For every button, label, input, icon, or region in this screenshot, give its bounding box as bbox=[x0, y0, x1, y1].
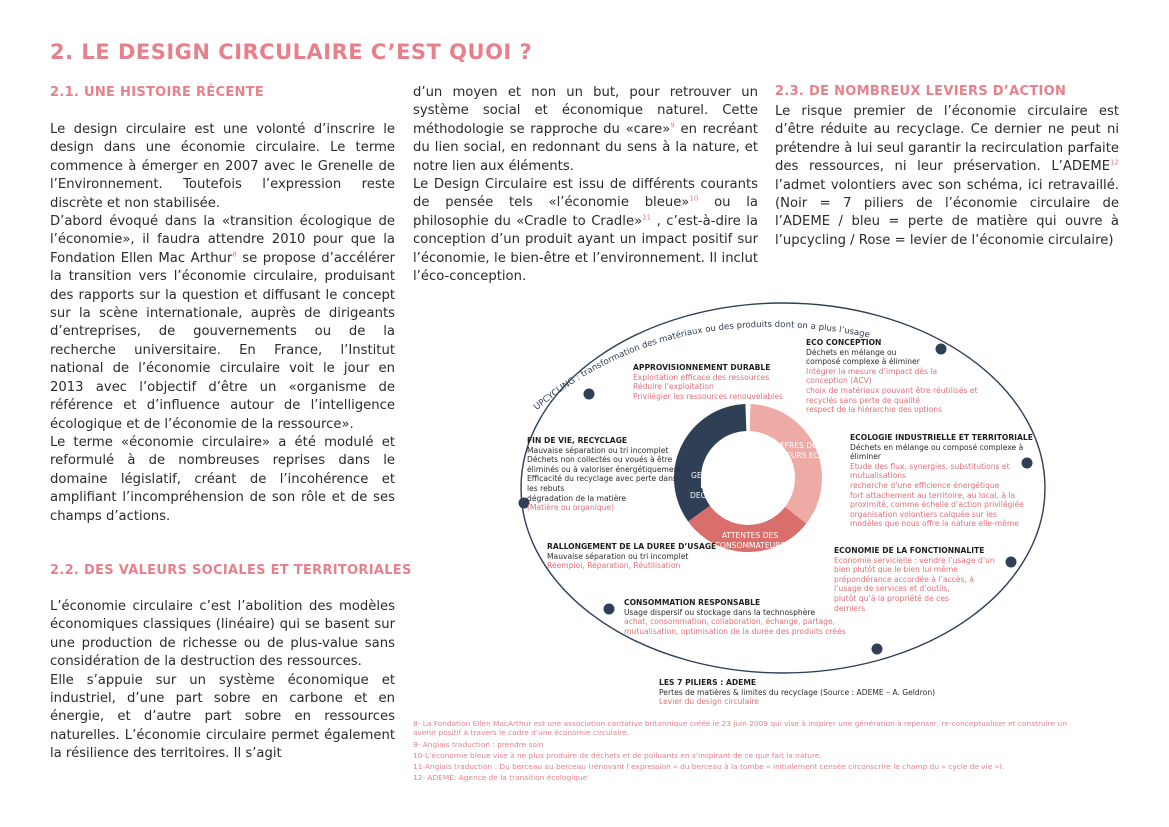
paragraph: Elle s’appuie sur un système économique et industriel, d’une part sobre en carbone et en énergie, et d’autre part sobre en ressources naturelles. L’économie circulaire permet également la résilience des territoires. Il s’agit bbox=[50, 672, 395, 762]
footnote: avenir positif à travers le cadre d’une économie circulaire. bbox=[413, 728, 630, 737]
block-title: ECONOMIE DE LA FONCTIONNALITE bbox=[834, 546, 985, 555]
ring-segment-gestion bbox=[674, 404, 746, 521]
block-line: l’usage de services et d’outils, bbox=[834, 584, 950, 594]
block-line: recherche d’une efficience énergétique bbox=[850, 480, 1000, 490]
block-line: mutualisations bbox=[850, 471, 906, 481]
text: D’abord évoqué dans la «transition écologique de l’économie», il faudra attendre 2010 pour que la Fondation Ellen Mac Arthur bbox=[50, 214, 395, 266]
text: l’admet volontiers avec son schéma, ici retravaillé. (Noir = 7 piliers de l’économie circulaire de l’ADEME / bleu = perte de matière qui ouvre à l’upcycling / Rose = levier de l’économie circulaire) bbox=[775, 177, 1119, 248]
block-line: Pertes de matières & limites du recyclage (Source : ADEME – A. Geldron) bbox=[659, 687, 936, 697]
block-line: Déchets non collectés ou voués à être bbox=[527, 455, 673, 465]
footnote-ref: 8 bbox=[232, 250, 237, 259]
block-line: Réemploi, Réparation, Réutilisation bbox=[547, 561, 681, 571]
block-line: les rebuts bbox=[527, 483, 565, 493]
block-eco-conception bbox=[806, 338, 978, 415]
block-title: RALLONGEMENT DE LA DUREE D’USAGE bbox=[547, 542, 717, 551]
section-title-histoire: 2.1. UNE HISTOIRE RÉCENTE bbox=[50, 85, 265, 100]
ring bbox=[674, 404, 825, 552]
block-fin-de-vie bbox=[527, 436, 681, 513]
upcycling-label: UPCYCLING : transformation des matériaux ou des produits dont on a plus l’usage bbox=[532, 319, 871, 413]
footnote: 9- Anglais traduction : prendre soin bbox=[413, 740, 544, 749]
block-rallongement bbox=[547, 542, 716, 571]
footnote-ref: 11 bbox=[642, 213, 652, 222]
block-line: (Matière ou organique) bbox=[527, 503, 615, 513]
ring-label-attentes: ATTENTES DES CONSOMMATEURS bbox=[714, 531, 786, 550]
block-title: ECO CONCEPTION bbox=[806, 338, 882, 347]
block-line: Levier du design circulaire bbox=[659, 697, 759, 707]
block-line: achat, consommation, collaboration, échange, partage, bbox=[624, 617, 836, 627]
pillar-dot bbox=[1006, 557, 1017, 568]
block-line: mutualisation, optimisation de la durée des produits créés bbox=[624, 626, 846, 636]
block-title: ECOLOGIE INDUSTRIELLE ET TERRITORIALE bbox=[850, 433, 1033, 442]
text: d’un moyen et non un but, pour retrouver un système social et économique naturel. Cette méthodologie se rapproche du «care» bbox=[413, 85, 758, 137]
block-ecologie-industrielle bbox=[850, 433, 1033, 529]
paragraph: Le design circulaire est une volonté d’inscrire le design dans une économie circulaire. Le terme commence à émerger en 2007 avec le Grenelle de l’Environnement. Toutefois l’expression reste discrète et non stabilisée. bbox=[50, 122, 395, 211]
block-line: prépondérance accordée à l’accès, à bbox=[834, 574, 974, 584]
block-line: Efficacité du recyclage avec perte dans bbox=[527, 474, 677, 484]
footnote-ref: 9 bbox=[670, 121, 675, 130]
ring-label-gestion: GESTION DES DECHETS bbox=[690, 471, 726, 500]
block-line: modèles que nous offre la nature elle-même bbox=[850, 519, 1019, 529]
column-3-text bbox=[775, 103, 1119, 250]
text: Le Design Circulaire est issu de différents courants de pensée tels «l’économie bleue» bbox=[413, 177, 758, 211]
column-1-text bbox=[50, 121, 395, 526]
paragraph: L’économie circulaire c’est l’abolition des modèles économiques classiques (linéaire) qui se basent sur une production de richesse ou de plus-value sans considération de la destruction des ressources. bbox=[50, 599, 395, 670]
block-line: recyclés sans perte de qualité bbox=[806, 395, 921, 405]
column-2-text bbox=[413, 84, 758, 286]
block-line: Réduire l’exploitation bbox=[633, 382, 714, 392]
footnote: 11-Anglais traduction : Du berceau au berceau (rénovant l’expression « du berceau à la tombe » initialement censée circonscrire le champ du « cycle de vie »). bbox=[413, 762, 1005, 771]
text: ou la philosophie du «Cradle to Cradle» bbox=[413, 195, 759, 229]
block-line: derniers bbox=[834, 603, 866, 613]
block-line: Mauvaise séparation ou tri incomplet bbox=[547, 551, 689, 561]
column-1-text-b bbox=[50, 598, 395, 764]
pillar-dot bbox=[872, 644, 883, 655]
section-title-leviers: 2.3. DE NOMBREUX LEVIERS D’ACTION bbox=[775, 84, 1067, 99]
block-line: Privilégier les ressources renouvelables bbox=[633, 391, 783, 401]
text: en recréant du lien social, en redonnant du sens à la nature, et notre lien aux éléments. bbox=[413, 121, 758, 174]
block-approvisionnement bbox=[633, 363, 783, 401]
block-line: respect de la hiérarchie des options bbox=[806, 405, 943, 415]
footnote: 8- La Fondation Ellen MacArthur est une association caritative britannique créée le 23 juin 2009 qui vise à inspirer une génération à repenser, re-conceptualiser et construire un bbox=[413, 719, 1067, 728]
block-legend bbox=[659, 678, 935, 707]
block-title: LES 7 PILIERS : ADEME bbox=[659, 678, 757, 687]
text: Le risque premier de l’économie circulaire est d’être réduite au recyclage. Ce dernier ne peut ni prétendre à lui seul garantir la recirculation parfaite des ressources, ni leur préservation. L’ADEME bbox=[775, 104, 1119, 175]
block-fonctionnalite bbox=[834, 546, 995, 613]
block-line: Intégrer la mesure d’impact dès la bbox=[806, 366, 938, 376]
block-line: conception (ACV) bbox=[806, 376, 872, 386]
paragraph bbox=[413, 176, 758, 286]
block-line: Déchets en mélange ou composé complexe à bbox=[850, 442, 1024, 452]
page-title: 2. LE DESIGN CIRCULAIRE C’EST QUOI ? bbox=[50, 40, 533, 64]
block-line: éliminer bbox=[850, 452, 882, 462]
circular-economy-diagram bbox=[490, 296, 1060, 706]
block-line: organisation volontiers calquée sur les bbox=[850, 509, 997, 519]
footnote: 10-L’économie bleue vise à ne plus produire de déchets et de polluants en s’inspirant de ce que fait la nature. bbox=[413, 751, 822, 760]
text: , c’est-à-dire la conception d’un produit ayant un impact positif sur l’économie, le bien-être et l’environnement. Il inclut l’éco-conception. bbox=[413, 213, 758, 285]
block-line: dégradation de la matière bbox=[527, 493, 627, 503]
paragraph bbox=[775, 103, 1119, 250]
block-line: plutôt qu’à la propriété de ces bbox=[834, 593, 949, 603]
block-line: proximité, comme échelle d’action privilégiée bbox=[850, 500, 1024, 510]
block-line: Usage dispersif ou stockage dans la technosphère bbox=[624, 607, 815, 617]
block-line: éliminés ou à valoriser énergétiquement bbox=[527, 464, 682, 474]
block-line: Economie servicielle : vendre l’usage d’un bbox=[834, 555, 995, 565]
footnote: 12- ADEME: Agence de la transition écologique bbox=[413, 773, 588, 782]
block-line: Mauvaise séparation ou tri incomplet bbox=[527, 445, 669, 455]
block-line: composé complexe à éliminer bbox=[806, 357, 920, 367]
paragraph bbox=[413, 84, 758, 176]
footnote-ref: 12 bbox=[1110, 158, 1119, 167]
ring-label-offres: OFFRES DES ACTEURS ECO bbox=[771, 441, 825, 460]
section-title-valeurs: 2.2. DES VALEURS SOCIALES ET TERRITORIALES bbox=[50, 563, 412, 578]
block-line: Etude des flux, synergies, substitutions et bbox=[850, 461, 1010, 471]
block-title: CONSOMMATION RESPONSABLE bbox=[624, 598, 761, 607]
ring-segment-offres bbox=[750, 404, 822, 524]
block-line: choix de matériaux pouvant être réutilisés et bbox=[806, 385, 978, 395]
paragraph: Le terme «économie circulaire» a été modulé et reformulé à de nombreuses reprises dans le domaine législatif, créant de l’incohérence et amplifiant l’incompréhension de son rôle et de ses champs d’actions. bbox=[50, 434, 395, 524]
block-title: FIN DE VIE, RECYCLAGE bbox=[527, 436, 628, 445]
block-line: Déchets en mélange ou bbox=[806, 347, 897, 357]
paragraph bbox=[50, 213, 395, 434]
block-line: fort attachement au territoire, au local, à la bbox=[850, 490, 1016, 500]
block-line: Exploitation efficace des ressources bbox=[633, 372, 770, 382]
footnote-ref: 10 bbox=[689, 195, 699, 204]
pillar-dot bbox=[584, 389, 595, 400]
block-title: APPROVISIONNEMENT DURABLE bbox=[633, 363, 771, 372]
block-consommation bbox=[624, 598, 846, 636]
block-line: bien plutôt que le bien lui même bbox=[834, 565, 958, 575]
pillar-dot bbox=[604, 604, 615, 615]
text: se propose d’accélérer la transition vers l’économie circulaire, produisant des rapports sur la question et diffusant le concept sur la scène internationale, auprès de dirigeants d’entreprises, de gouvernements ou de la recherche universitaire. En France, l’Institut national de l’économie circulaire voit le jour en 2013 avec l’objectif d’être un «organisme de référence et d’influence autour de l’intelligence écologique et de l’économie de la ressource». bbox=[50, 250, 395, 432]
